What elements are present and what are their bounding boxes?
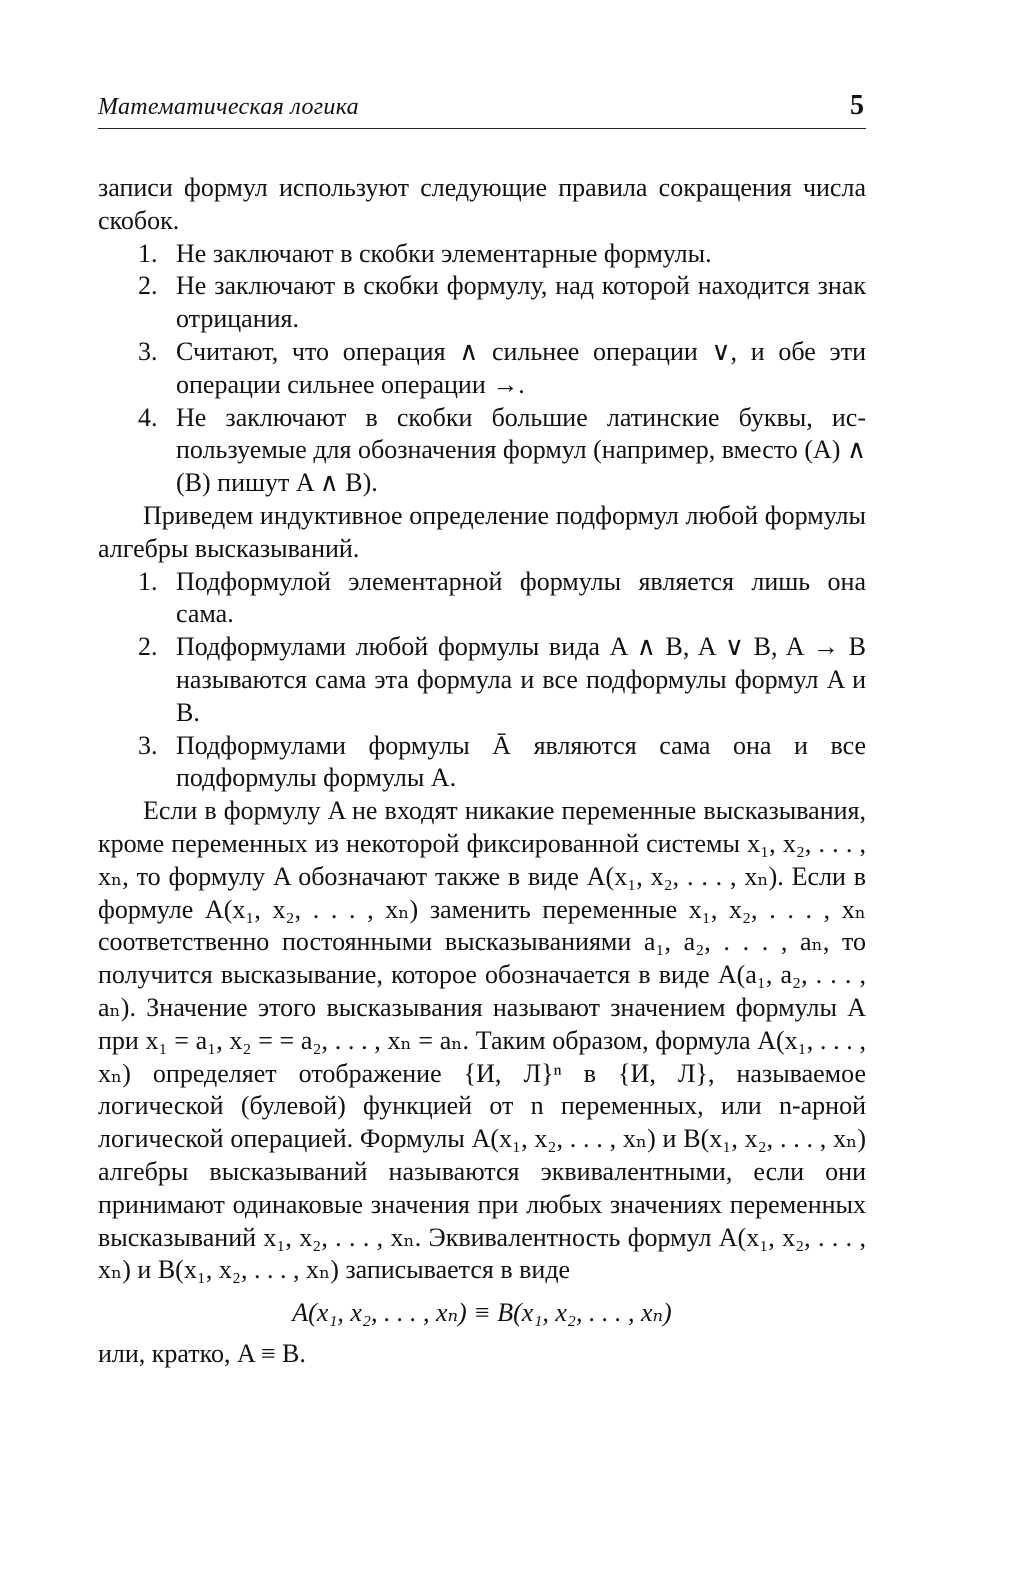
list-number: 3. <box>138 730 158 760</box>
body-text <box>98 172 866 1371</box>
running-header <box>98 88 866 129</box>
main-paragraph: Если в формулу A не входят никакие переменные высказывания, кроме переменных из некоторой фиксированной системы x₁, x₂, . . . , xₙ, то формулу A обозначают также в виде A(x₁, x₂, . . . , xₙ). Если в формуле A(x₁, x₂, . . . , xₙ) заменить переменные x₁, x₂, . . . , xₙ соответственно постоянными высказываниями a₁, a₂, . . . , aₙ, то получится высказывание, которое обозначается в виде A(a₁, a₂, . . . , aₙ). Значение этого высказывания называют значением формулы A при x₁ = a₁, x₂ = = a₂, . . . , xₙ = aₙ. Таким образом, формула A(x₁, . . . , xₙ) определяет отображение {И, Л}ⁿ в {И, Л}, называемое логической (булевой) функцией от n переменных, или n-арной логической операцией. Формулы A(x₁, x₂, . . . , xₙ) и B(x₁, x₂, . . . , xₙ) алгебры высказываний называются эквивалентными, если они принимают одинаковые значения при любых значениях переменных высказываний x₁, x₂, . . . , xₙ. Эквивалентность формул A(x₁, x₂, . . . , xₙ) и B(x₁, x₂, . . . , xₙ) записывается в виде <box>98 796 866 1285</box>
book-page <box>98 88 866 1371</box>
list-number: 2. <box>138 632 158 662</box>
list-item <box>98 402 866 500</box>
list-item-text: Подформулой элементарной формулы является лишь она сама. <box>176 566 866 629</box>
subformula-intro-paragraph: Приведем индуктивное определение подформул любой формулы алгебры высказываний. <box>98 500 866 563</box>
list-item-text: Не заключают в скобки элементарные формулы. <box>176 238 712 268</box>
list-item-text: Не заключают в скобки большие латинские буквы, используемые для обозначения формул (например, вместо (A) ∧ (B) пишут A ∧ B). <box>176 402 866 498</box>
list-item-text: Не заключают в скобки формулу, над которой находится знак отрицания. <box>176 271 866 334</box>
intro-paragraph: записи формул используют следующие правила сокращения числа скобок. <box>98 173 866 235</box>
list-item <box>98 566 866 632</box>
subformula-rules-list <box>98 566 866 796</box>
list-item <box>98 336 866 402</box>
page-number: 5 <box>850 90 864 121</box>
list-number: 3. <box>138 336 158 366</box>
list-item <box>98 270 866 336</box>
list-number: 1. <box>138 566 158 596</box>
list-item <box>98 730 866 796</box>
list-number: 1. <box>138 238 158 268</box>
list-number: 2. <box>138 271 158 301</box>
list-item-text: Подформулами любой формулы вида A ∧ B, A ∨ B, A → B называются сама эта формула и все подформулы формул A и B. <box>176 632 866 727</box>
running-title: Математическая логика <box>98 94 359 120</box>
bracket-rules-list <box>98 238 866 500</box>
equivalence-formula: A(x₁, x₂, . . . , xₙ) ≡ B(x₁, x₂, . . . , xₙ) <box>292 1298 672 1328</box>
list-item <box>98 238 866 271</box>
list-item-text: Подформулами формулы Ā являются сама она и все подформулы формулы A. <box>176 730 866 793</box>
list-item-text: Считают, что операция ∧ сильнее операции ∨, и обе эти операции сильнее операции →. <box>176 336 866 399</box>
list-number: 4. <box>138 402 158 432</box>
closing-paragraph: или, кратко, A ≡ B. <box>98 1338 306 1368</box>
list-item <box>98 631 866 729</box>
